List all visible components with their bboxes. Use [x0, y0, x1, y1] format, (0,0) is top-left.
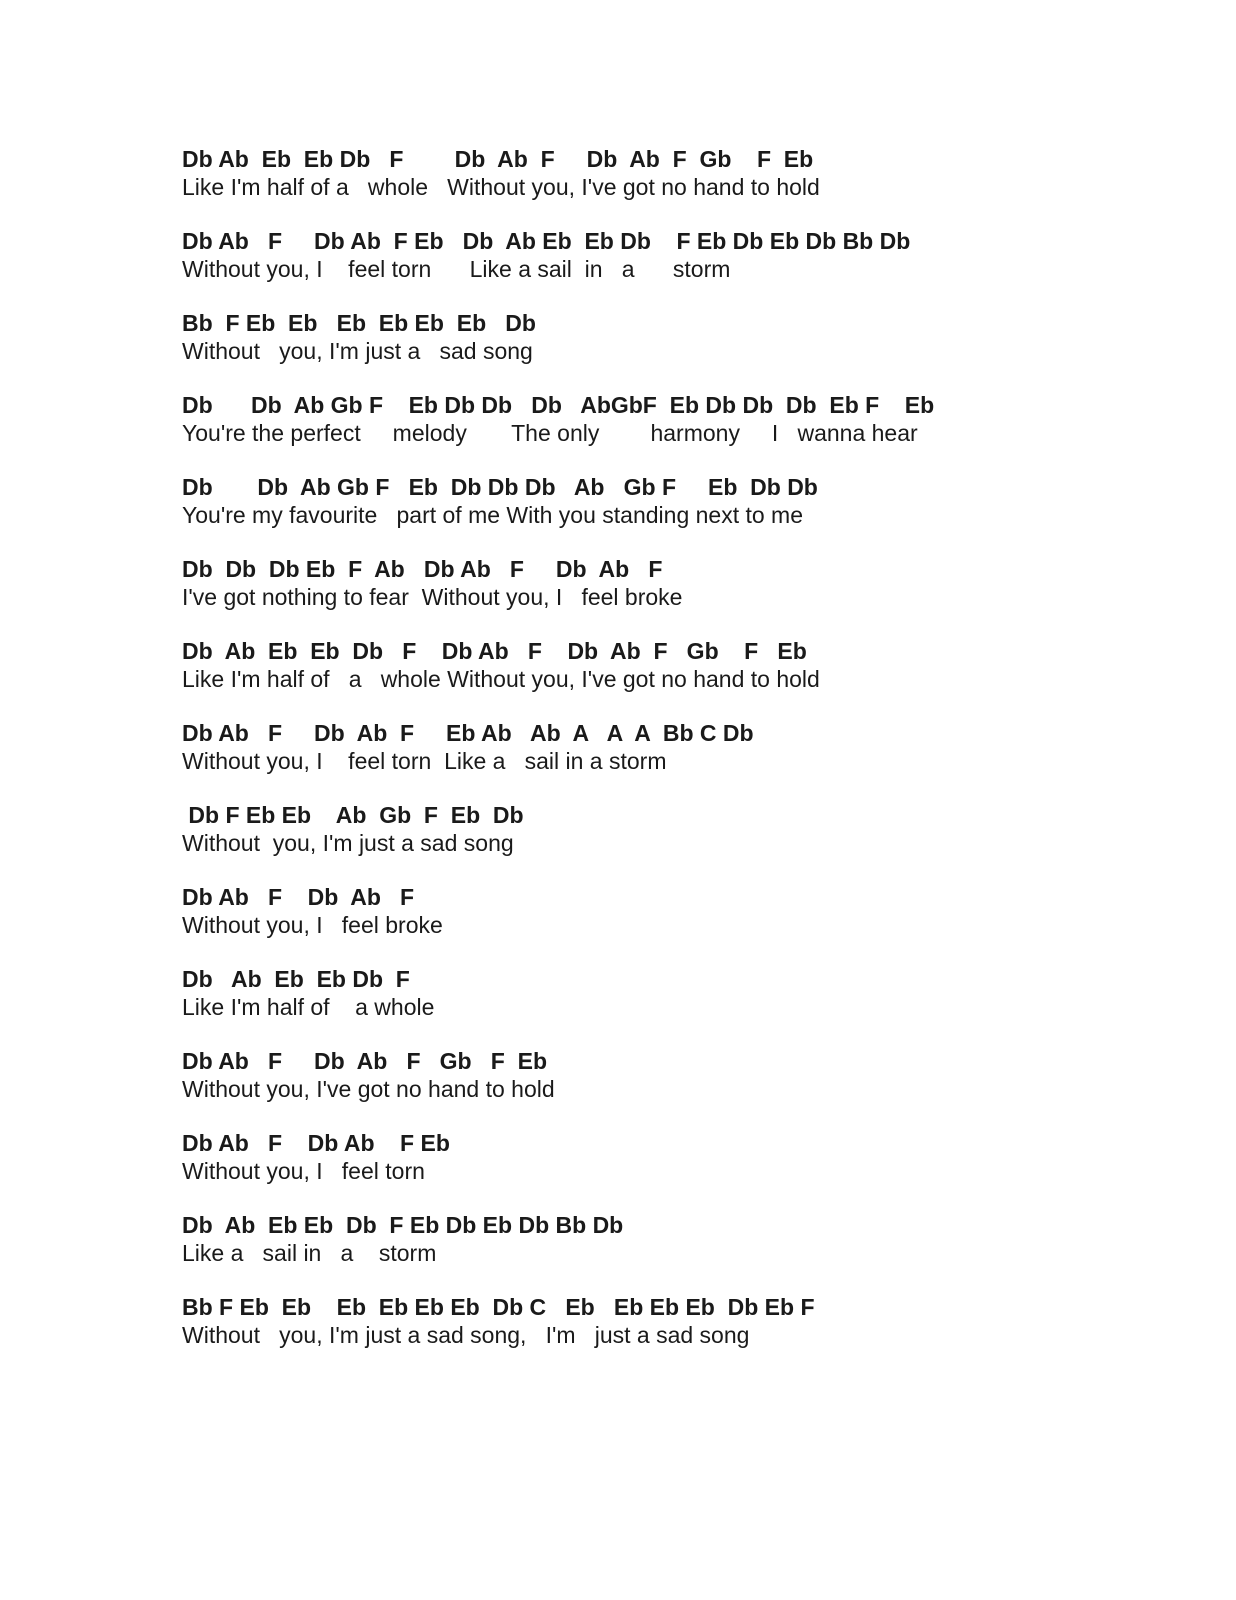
verse-block: [182, 801, 1182, 857]
note-line: Db Ab F Db Ab F Eb Ab Ab A A A Bb C Db: [182, 720, 754, 746]
note-line: Db Ab Eb Eb Db F Db Ab F Db Ab F Gb F Eb: [182, 638, 807, 664]
note-line: Bb F Eb Eb Eb Eb Eb Eb Db C Eb Eb Eb Eb Db Eb F: [182, 1294, 815, 1320]
verse-block: [182, 227, 1182, 283]
verse-block: [182, 145, 1182, 201]
lyric-line: Without you, I feel torn Like a sail in a storm: [182, 256, 731, 282]
verse-block: [182, 473, 1182, 529]
lyric-line: Without you, I've got no hand to hold: [182, 1076, 555, 1102]
lyric-line: Like I'm half of a whole Without you, I've got no hand to hold: [182, 174, 820, 200]
lyric-line: You're my favourite part of me With you standing next to me: [182, 502, 804, 528]
lyric-line: Without you, I feel broke: [182, 912, 443, 938]
verse-block: [182, 883, 1182, 939]
lyric-line: Without you, I'm just a sad song: [182, 338, 533, 364]
note-line: Db Ab Eb Eb Db F Db Ab F Db Ab F Gb F Eb: [182, 146, 814, 172]
verse-block: [182, 1129, 1182, 1185]
verse-block: [182, 1293, 1182, 1349]
lyric-line: Without you, I feel torn: [182, 1158, 425, 1184]
note-line: Db Db Ab Gb F Eb Db Db Db AbGbF Eb Db Db Db Eb F Eb: [182, 392, 935, 418]
lyric-line: Without you, I'm just a sad song: [182, 830, 514, 856]
note-line: Db Db Ab Gb F Eb Db Db Db Ab Gb F Eb Db Db: [182, 474, 818, 500]
verse-block: [182, 391, 1182, 447]
verse-block: [182, 637, 1182, 693]
note-line: Db Ab F Db Ab F: [182, 884, 415, 910]
verse-block: [182, 555, 1182, 611]
lyric-line: Like I'm half of a whole Without you, I've got no hand to hold: [182, 666, 820, 692]
song-sheet: [182, 145, 1182, 1375]
verse-block: [182, 1211, 1182, 1267]
verse-block: [182, 309, 1182, 365]
note-line: Db Ab Eb Eb Db F Eb Db Eb Db Bb Db: [182, 1212, 624, 1238]
note-line: Db Ab Eb Eb Db F: [182, 966, 410, 992]
verse-block: [182, 1047, 1182, 1103]
note-line: Db Db Db Eb F Ab Db Ab F Db Ab F: [182, 556, 663, 582]
lyric-line: Like I'm half of a whole: [182, 994, 435, 1020]
note-line: Db Ab F Db Ab F Gb F Eb: [182, 1048, 547, 1074]
lyric-line: I've got nothing to fear Without you, I feel broke: [182, 584, 683, 610]
note-line: Db Ab F Db Ab F Eb Db Ab Eb Eb Db F Eb Db Eb Db Bb Db: [182, 228, 911, 254]
verse-block: [182, 965, 1182, 1021]
lyric-line: Like a sail in a storm: [182, 1240, 437, 1266]
note-line: Bb F Eb Eb Eb Eb Eb Eb Db: [182, 310, 536, 336]
note-line: Db F Eb Eb Ab Gb F Eb Db: [182, 802, 524, 828]
verse-block: [182, 719, 1182, 775]
lyric-line: Without you, I'm just a sad song, I'm just a sad song: [182, 1322, 750, 1348]
lyric-line: You're the perfect melody The only harmony I wanna hear: [182, 420, 918, 446]
note-line: Db Ab F Db Ab F Eb: [182, 1130, 450, 1156]
lyric-line: Without you, I feel torn Like a sail in a storm: [182, 748, 667, 774]
